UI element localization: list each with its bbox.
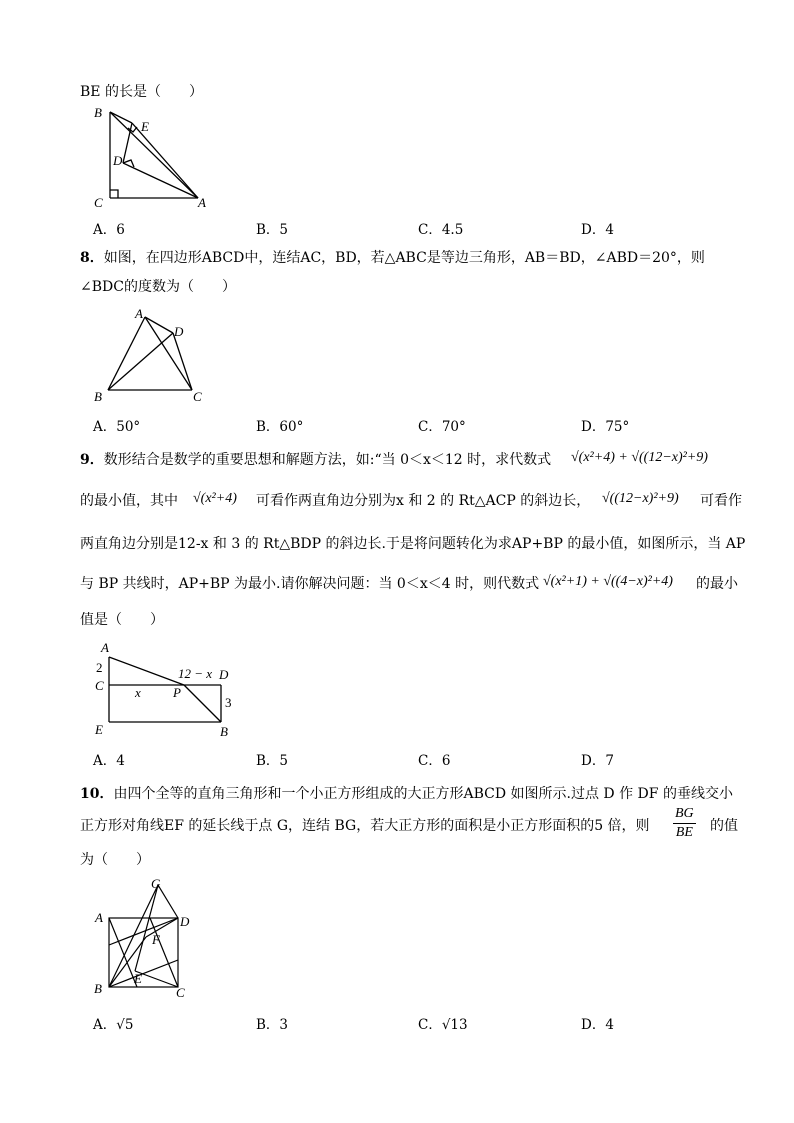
q9-line2a: 的最小值，其中 [80,493,178,509]
q8-label-D: D [174,324,184,339]
q10-option-c: C．√13 [418,1017,468,1033]
q7-label-B: B [94,105,102,120]
q10-option-b: B．3 [256,1017,289,1033]
q9-label-2: 2 [96,660,103,675]
q8-option-b: B．60° [256,419,304,435]
q8-label-A: A [135,306,143,321]
q9-expr-2: √(x²+4) [193,491,237,506]
q10-label-B: B [94,981,102,996]
q7-option-b: B．5 [256,222,289,238]
q9-line3: 两直角边分别是12-x 和 3 的 Rt△BDP 的斜边长.于是将问题转化为求AP+BP 的最小值，如图所示，当 AP [80,536,746,552]
q10-line3: 为（ ） [80,852,150,868]
q9-option-d: D．7 [581,753,614,769]
q9-expr-1: √(x²+4) + √((12−x)²+9) [571,450,708,465]
q10-label-E: E [134,971,142,986]
q10-option-d: D．4 [581,1017,614,1033]
q10-number: 10． [80,786,114,802]
q10-label-A: A [95,910,103,925]
q9-line5: 值是（ ） [80,612,164,628]
q9-number: 9． [80,452,104,468]
q8-label-C: C [193,389,202,404]
q8-line2: ∠BDC的度数为（ ） [80,279,236,295]
q9-option-c: C．6 [418,753,451,769]
q8-line1 [80,248,705,268]
q9-line4a: 与 BP 共线时，AP+BP 为最小.请你解决问题：当 0＜x＜4 时，则代数式 [80,576,540,592]
q10-label-G: G [151,876,161,891]
q8-option-a: A．50° [93,419,141,435]
q9-option-a: A．4 [93,753,125,769]
q7-figure [85,100,225,215]
q9-label-E: E [95,722,103,737]
q9-expr-4: √(x²+1) + √((4−x)²+4) [543,574,673,589]
q9-expr-3: √((12−x)²+9) [602,491,679,506]
q10-option-a: A．√5 [93,1017,134,1033]
q9-label-3: 3 [225,695,232,710]
q7-option-c: C．4.5 [418,222,464,238]
q9-text-1: 数形结合是数学的重要思想和解题方法，如:“当 0＜x＜12 时，求代数式 [103,452,552,468]
q10-label-F: F [152,932,160,947]
q7-option-d: D．4 [581,222,614,238]
q9-label-x: x [135,685,141,700]
q10-frac-denominator: BE [675,825,693,840]
q7-stem-tail: BE 的长是（ ） [80,84,203,100]
q8-option-d: D．75° [581,419,630,435]
q10-label-D: D [180,914,190,929]
q9-line1 [80,450,551,470]
q8-label-B: B [94,389,102,404]
q9-label-12-x: 12 − x [178,666,213,681]
q9-label-B: B [220,724,228,739]
q7-option-a: A．6 [93,222,125,238]
q9-label-D: D [219,667,229,682]
q10-text-1: 由四个全等的直角三角形和一个小正方形组成的大正方形ABCD 如图所示.过点 D 作 DF 的垂线交小 [113,786,733,802]
q9-line2b: 可看作两直角边分别为x 和 2 的 Rt△ACP 的斜边长， [256,493,591,509]
q9-label-C: C [95,678,104,693]
q8-figure [85,305,215,405]
q10-line2a: 正方形对角线EF 的延长线于点 G，连结 BG，若大正方形的面积是小正方形面积的5 倍，则 [80,818,650,834]
q9-line2c: 可看作 [700,493,742,509]
q9-figure [85,638,255,743]
q9-label-A: A [101,640,109,655]
q10-fraction [673,805,696,842]
q10-line2b: 的值 [710,818,738,834]
q8-text-1: 如图，在四边形ABCD中，连结AC，BD，若△ABC是等边三角形，AB＝BD，∠ABD＝20°，则 [103,250,705,266]
q7-label-E: E [141,119,149,134]
q8-option-c: C．70° [418,419,466,435]
q10-frac-numerator: BG [673,805,696,824]
q9-line4b: 的最小 [696,576,738,592]
q7-label-C: C [94,195,103,210]
q8-number: 8． [80,250,104,266]
q10-label-C: C [176,985,185,1000]
q10-line1 [80,784,733,804]
q9-option-b: B．5 [256,753,289,769]
q9-label-P: P [173,685,181,700]
q7-label-D: D [113,153,123,168]
q10-figure [85,875,210,1000]
q7-label-A: A [198,195,206,210]
